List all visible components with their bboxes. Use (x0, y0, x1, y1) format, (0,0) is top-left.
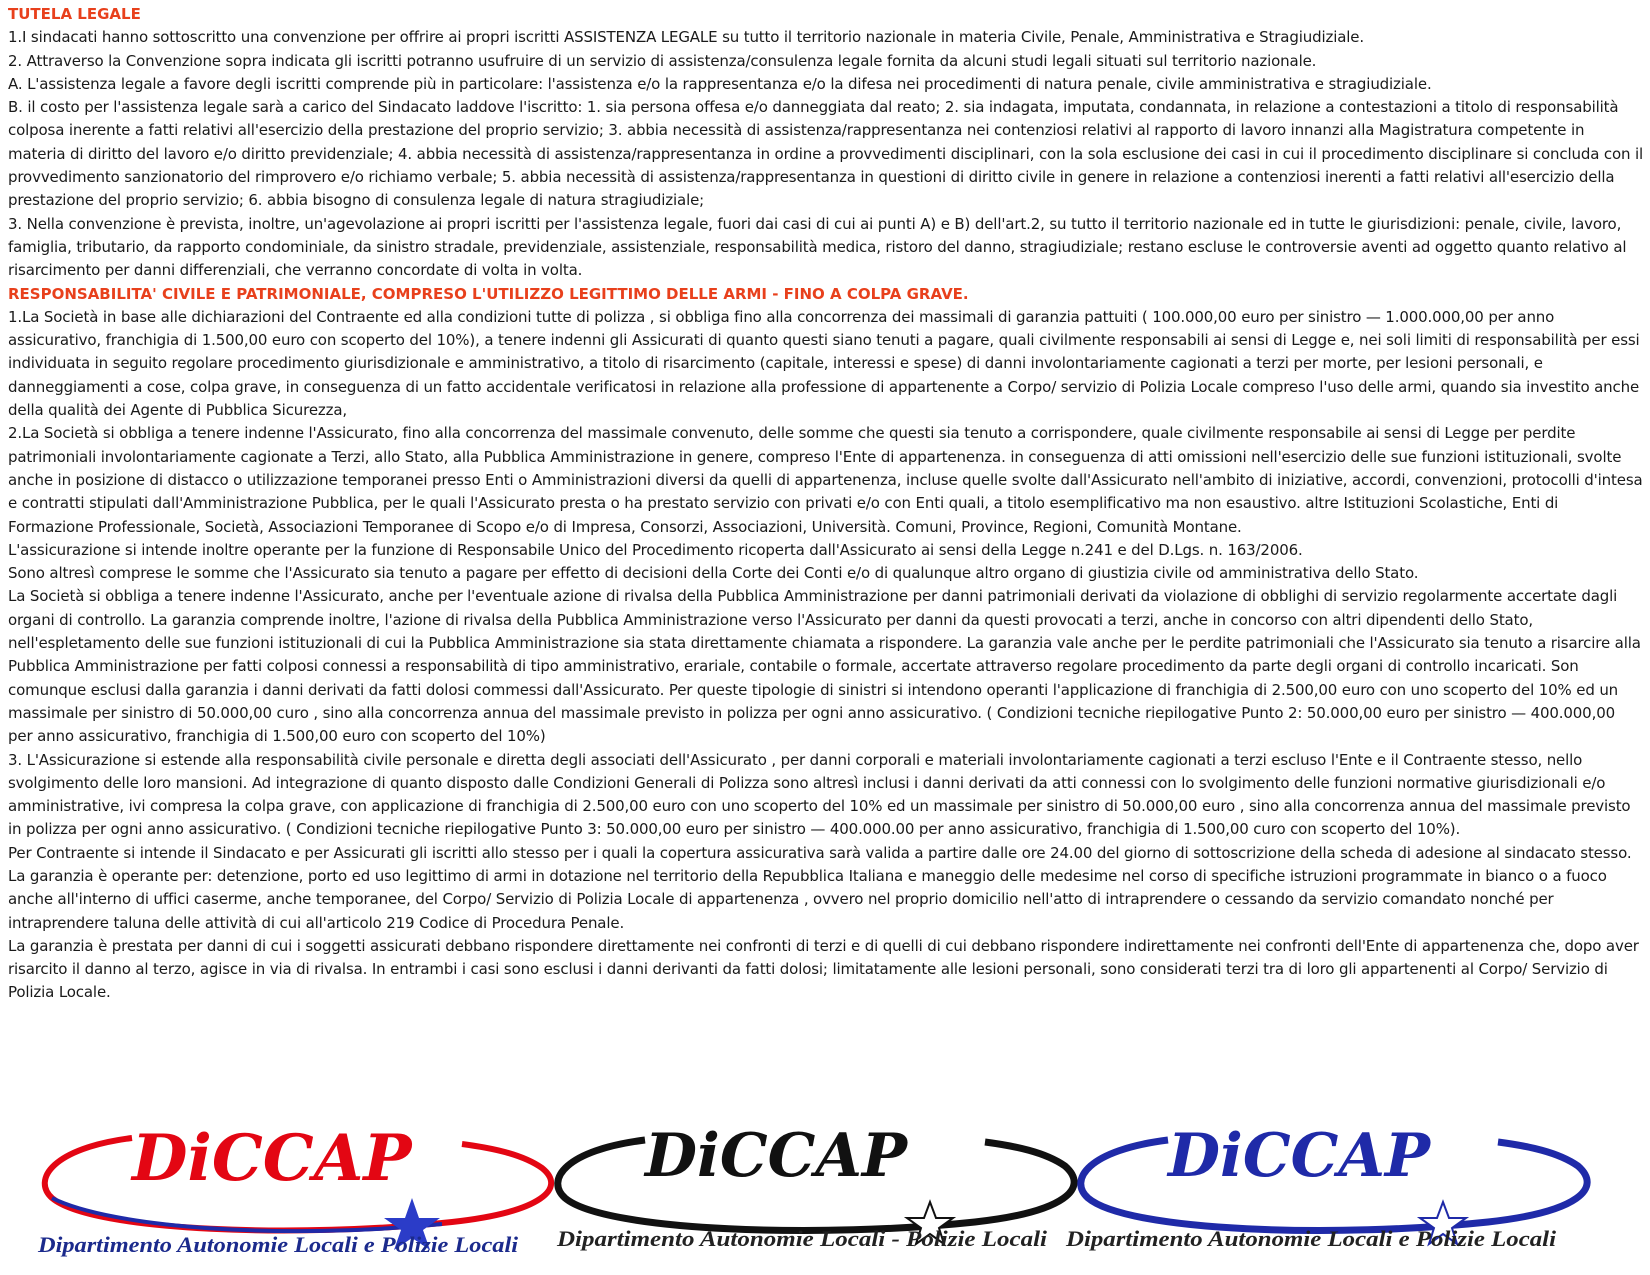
paragraph: 3. L'Assicurazione si estende alla responsabilità civile personale e diretta degli associati dell'Assicurato , per danni corporali e materiali involontariamente cagionati a terzi escluso l'Ente e il Contraente stesso, nello svolgimento delle loro mansioni. Ad integrazione di quanto disposto dalle Condizioni Generali di Polizza sono altresì inclusi i danni derivati da atti connessi con lo svolgimento delle funzioni normative giurisdizionali e/o amministrative, ivi compresa la colpa grave, con applicazione di franchigia di 2.500,00 euro con uno scoperto del 10% ed un massimale per sinistro di 50.000,00 euro , sino alla concorrenza annua del massimale previsto in polizza per ogni anno assicurativo. ( Condizioni tecniche riepilogative Punto 3: 50.000,00 euro per sinistro — 400.000.00 per anno assicurativo, franchigia di 1.500,00 curo con scoperto del 10%). (8, 750, 1631, 839)
section-heading-tutela-legale: TUTELA LEGALE (8, 5, 141, 23)
logo-wordmark: DiCCAP (645, 1121, 908, 1191)
paragraph: Sono altresì comprese le somme che l'Assicurato sia tenuto a pagare per effetto di decisioni della Corte dei Conti e/o di qualunque altro organo di giustizia civile od amministrativa dello Stato. (8, 564, 1419, 583)
paragraph: L'assicurazione si intende inoltre operante per la funzione di Responsabile Unico del Procedimento ricoperta dall'Assicurato ai sensi della Legge n.241 e del D.Lgs. n. 163/2006. (8, 540, 1303, 559)
logo-subtitle: Dipartimento Autonomie Locali - Polizie Locali (555, 1226, 1048, 1251)
diccap-logo-blue (1058, 1110, 1598, 1260)
logo-subtitle: Dipartimento Autonomie Locali e Polizie Locali (1064, 1226, 1557, 1251)
paragraph: 2.La Società si obbliga a tenere indenne l'Assicurato, fino alla concorrenza del massimale convenuto, delle somme che questi sia tenuto a corrispondere, quale civilmente responsabile ai sensi di Legge per perdite patrimoniali involontariamente cagionate a Terzi, allo Stato, alla Pubblica Amministrazione in genere, compreso l'Ente di appartenenza. in conseguenza di atti omissioni nell'esercizio delle sue funzioni istituzionali, svolte anche in posizione di distacco o utilizzazione temporanei presso Enti o Amministrazioni diversi da quelli di appartenenza, incluse quelle svolte dall'Assicurato nell'ambito di iniziative, accordi, convenzioni, protocolli d'intesa e contratti stipulati dall'Amministrazione Pubblica, per le quali l'Assicurato presta o ha prestato servizio con privati e/o con Enti quali, a titolo esemplificativo ma non esaustivo. altre Istituzioni Scolastiche, Enti di Formazione Professionale, Società, Associazioni Temporanee di Scopo e/o di Impresa, Consorzi, Associazioni, Università. Comuni, Province, Regioni, Comunità Montane. (8, 424, 1643, 536)
diccap-logo-blue-graphic (1058, 1110, 1598, 1260)
paragraph: A. L'assistenza legale a favore degli iscritti comprende più in particolare: l'assistenza e/o la rappresentanza e/o la difesa nei procedimenti di natura penale, civile amministrativa e stragiudiziale. (8, 74, 1432, 93)
paragraph: 3. Nella convenzione è prevista, inoltre, un'agevolazione ai propri iscritti per l'assistenza legale, fuori dai casi di cui ai punti A) e B) dell'art.2, su tutto il territorio nazionale ed in tutte le giurisdizioni: penale, civile, lavoro, famiglia, tributario, da rapporto condominiale, da sinistro stradale, previdenziale, assistenziale, responsabilità medica, ristoro del danno, stragiudiziale; restano escluse le controversie aventi ad oggetto quanto relativo al risarcimento per danni differenziali, che verranno concordate di volta in volta. (8, 214, 1627, 280)
section-heading-responsabilita-civile: RESPONSABILITA' CIVILE E PATRIMONIALE, COMPRESO L'UTILIZZO LEGITTIMO DELLE ARMI - FINO A COLPA GRAVE. (8, 284, 969, 303)
logo-wordmark: DiCCAP (1168, 1121, 1431, 1191)
paragraph: La Società si obbliga a tenere indenne l'Assicurato, anche per l'eventuale azione di rivalsa della Pubblica Amministrazione per danni patrimoniali derivati da violazione di obblighi di servizio regolarmente accertate dagli organi di controllo. La garanzia comprende inoltre, l'azione di rivalsa della Pubblica Amministrazione verso l'Assicurato per danni da questi provocati a terzi, anche in concorso con altri dipendenti dello Stato, nell'espletamento delle sue funzioni istituzionali di cui la Pubblica Amministrazione sia stata direttamente chiamata a rispondere. La garanzia vale anche per le perdite patrimoniali che l'Assicurato sia tenuto a risarcire alla Pubblica Amministrazione per fatti colposi connessi a responsabilità di tipo amministrativo, erariale, contabile o formale, accertate attraverso regolare procedimento da parte degli organi di controllo incaricati. Son comunque esclusi dalla garanzia i danni derivati da fatti dolosi commessi dall'Assicurato. Per queste tipologie di sinistri si intendono operanti l'applicazione di franchigia di 2.500,00 euro con uno scoperto del 10% ed un massimale per sinistro di 50.000,00 curo , sino alla concorrenza annua del massimale previsto in polizza per ogni anno assicurativo. ( Condizioni tecniche riepilogative Punto 2: 50.000,00 euro per sinistro — 400.000,00 per anno assicurativo, franchigia di 1.500,00 euro con scoperto del 10%) (8, 587, 1641, 746)
document-body (8, 3, 1644, 1005)
paragraph: Per Contraente si intende il Sindacato e per Assicurati gli iscritti allo stesso per i quali la copertura assicurativa sarà valida a partire dalle ore 24.00 del giorno di sottoscrizione della scheda di adesione al sindacato stesso. (8, 843, 1632, 862)
logo-subtitle: Dipartimento Autonomie Locali e Polizie Locali (36, 1232, 519, 1257)
diccap-logo-black-graphic (545, 1110, 1085, 1260)
paragraph: 2. Attraverso la Convenzione sopra indicata gli iscritti potranno usufruire di un servizio di assistenza/consulenza legale fornita da alcuni studi legali situati sul territorio nazionale. (8, 51, 1317, 70)
paragraph: 1.La Società in base alle dichiarazioni del Contraente ed alla condizioni tutte di polizza , si obbliga fino alla concorrenza dei massimali di garanzia pattuiti ( 100.000,00 euro per sinistro — 1.000.000,00 per anno assicurativo, franchigia di 1.500,00 euro con scoperto del 10%), a tenere indenni gli Assicurati di quanto questi siano tenuti a pagare, quali civilmente responsabili ai sensi di Legge e, nei soli limiti di responsabilità per essi individuata in seguito regolare procedimento giurisdizionale e amministrativo, a titolo di risarcimento (capitale, interessi e spese) di danni involontariamente cagionati a terzi per morte, per lesioni personali, e danneggiamenti a cose, colpa grave, in conseguenza di un fatto accidentale verificatosi in relazione alla professione di appartenente a Corpo/ servizio di Polizia Locale compreso l'uso delle armi, quando sia investito anche della qualità dei Agente di Pubblica Sicurezza, (8, 307, 1640, 420)
diccap-logo-red (22, 1110, 562, 1260)
paragraph: B. il costo per l'assistenza legale sarà a carico del Sindacato laddove l'iscritto: 1. sia persona offesa e/o danneggiata dal reato; 2. sia indagata, imputata, condannata, in relazione a contestazioni a titolo di responsabilità colposa inerente a fatti relativi all'esercizio della prestazione del proprio servizio; 3. abbia necessità di assistenza/rappresentanza nei contenziosi relativi al rapporto di lavoro innanzi alla Magistratura competente in materia di diritto del lavoro e/o diritto previdenziale; 4. abbia necessità di assistenza/rappresentanza in ordine a provvedimenti disciplinari, con la sola esclusione dei casi in cui il procedimento disciplinare si concluda con il provvedimento sanzionatorio del rimprovero e/o richiamo verbale; 5. abbia necessità di assistenza/rappresentanza in questioni di diritto civile in genere in relazione a contenziosi inerenti a fatti relativi all'esercizio della prestazione del proprio servizio; 6. abbia bisogno di consulenza legale di natura stragiudiziale; (8, 98, 1644, 210)
logo-wordmark: DiCCAP (132, 1121, 412, 1196)
paragraph: 1.I sindacati hanno sottoscritto una convenzione per offrire ai propri iscritti ASSISTENZA LEGALE su tutto il territorio nazionale in materia Civile, Penale, Amministrativa e Stragiudiziale. (8, 28, 1364, 47)
paragraph: La garanzia è prestata per danni di cui i soggetti assicurati debbano rispondere direttamente nei confronti di terzi e di quelli di cui debbano rispondere indirettamente nei confronti dell'Ente di appartenenza che, dopo aver risarcito il danno al terzo, agisce in via di rivalsa. In entrambi i casi sono esclusi i danni derivanti da fatti dolosi; limitatamente alle lesioni personali, sono considerati terzi tra di loro gli appartenenti al Corpo/ Servizio di Polizia Locale. (8, 936, 1639, 1002)
diccap-logo-black (545, 1110, 1085, 1260)
paragraph: La garanzia è operante per: detenzione, porto ed uso legittimo di armi in dotazione nel territorio della Repubblica Italiana e maneggio delle medesime nel corso di specifiche istruzioni programmate in bianco o a fuoco anche all'interno di uffici caserme, anche temporanee, del Corpo/ Servizio di Polizia Locale di appartenenza , ovvero nel proprio domicilio nell'atto di intraprendere o cessando da servizio comandato nonché per intraprendere taluna delle attività di cui all'articolo 219 Codice di Procedura Penale. (8, 866, 1607, 932)
diccap-logo-red-graphic (22, 1110, 562, 1260)
